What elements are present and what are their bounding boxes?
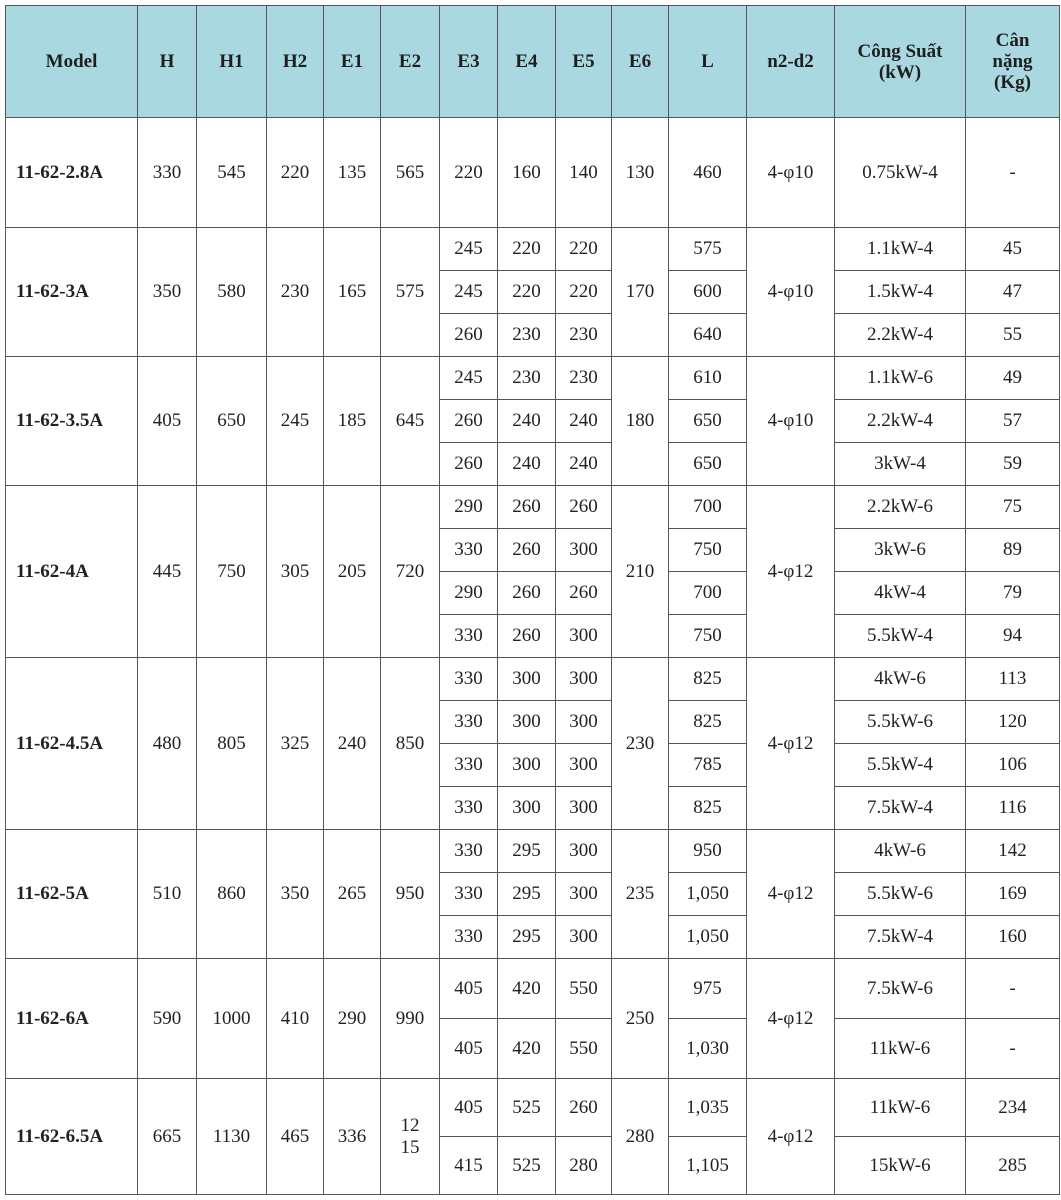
cell-e4: 295 [498,916,556,959]
cell-h: 330 [138,118,197,228]
cell-l: 575 [669,228,747,271]
cell-e2: 565 [381,118,440,228]
cell-l: 640 [669,314,747,357]
cell-power: 15kW-6 [835,1137,966,1195]
cell-e4: 260 [498,486,556,529]
cell-l: 650 [669,443,747,486]
cell-weight: - [966,118,1060,228]
cell-weight: 234 [966,1079,1060,1137]
cell-e5: 240 [556,443,612,486]
cell-weight: 94 [966,615,1060,658]
cell-e4: 240 [498,443,556,486]
cell-e6: 170 [612,228,669,357]
header-e1: E1 [324,6,381,118]
cell-power: 11kW-6 [835,1019,966,1079]
cell-e3: 245 [440,228,498,271]
cell-h: 405 [138,357,197,486]
cell-e2-text: 1215 [400,1114,420,1158]
cell-weight: 57 [966,400,1060,443]
header-e3: E3 [440,6,498,118]
cell-l: 750 [669,615,747,658]
cell-weight: - [966,1019,1060,1079]
cell-power: 1.5kW-4 [835,271,966,314]
cell-e3: 330 [440,658,498,701]
cell-e5: 300 [556,916,612,959]
cell-power: 7.5kW-4 [835,787,966,830]
cell-e2: 950 [381,830,440,959]
cell-power: 7.5kW-6 [835,959,966,1019]
cell-e6: 230 [612,658,669,830]
cell-n2-d2: 4-φ12 [747,830,835,959]
cell-e3: 330 [440,615,498,658]
cell-n2-d2: 4-φ12 [747,486,835,658]
cell-model: 11-62-6.5A [6,1079,138,1195]
cell-weight: 142 [966,830,1060,873]
cell-e2: 990 [381,959,440,1079]
cell-h2: 305 [267,486,324,658]
cell-e3: 330 [440,830,498,873]
header-e4: E4 [498,6,556,118]
cell-power: 4kW-6 [835,830,966,873]
cell-l: 950 [669,830,747,873]
header-row [6,6,1060,118]
cell-e5: 230 [556,314,612,357]
cell-e4: 525 [498,1079,556,1137]
cell-e4: 230 [498,357,556,400]
header-weight-line1: Cân [995,30,1030,51]
spec-table-container [5,5,1060,1195]
cell-power: 2.2kW-4 [835,400,966,443]
cell-model: 11-62-2.8A [6,118,138,228]
header-weight [966,6,1060,118]
cell-l: 460 [669,118,747,228]
header-l: L [669,6,747,118]
cell-weight: 75 [966,486,1060,529]
cell-n2-d2: 4-φ12 [747,658,835,830]
cell-weight: 285 [966,1137,1060,1195]
cell-weight: 55 [966,314,1060,357]
cell-e5: 230 [556,357,612,400]
cell-e6: 235 [612,830,669,959]
cell-e2: 575 [381,228,440,357]
cell-e5: 260 [556,572,612,615]
cell-e4: 420 [498,1019,556,1079]
cell-model: 11-62-4A [6,486,138,658]
table-row [6,486,1060,529]
cell-e2 [381,1079,440,1195]
cell-e5: 260 [556,1079,612,1137]
cell-weight: 49 [966,357,1060,400]
cell-n2-d2: 4-φ10 [747,228,835,357]
cell-h: 445 [138,486,197,658]
cell-e5: 140 [556,118,612,228]
cell-l: 785 [669,744,747,787]
cell-e3: 405 [440,959,498,1019]
table-row [6,658,1060,701]
cell-weight: 59 [966,443,1060,486]
header-e2: E2 [381,6,440,118]
cell-weight: 169 [966,873,1060,916]
cell-e5: 280 [556,1137,612,1195]
cell-model: 11-62-3.5A [6,357,138,486]
cell-weight: 47 [966,271,1060,314]
cell-e3: 260 [440,400,498,443]
cell-e3: 330 [440,916,498,959]
cell-weight: 160 [966,916,1060,959]
cell-e5: 300 [556,529,612,572]
cell-h1: 580 [197,228,267,357]
cell-h: 665 [138,1079,197,1195]
header-e6: E6 [612,6,669,118]
cell-e4: 420 [498,959,556,1019]
cell-e1: 135 [324,118,381,228]
cell-e2: 645 [381,357,440,486]
cell-model: 11-62-6A [6,959,138,1079]
table-row [6,1079,1060,1137]
cell-e3: 405 [440,1079,498,1137]
header-weight-line3: (Kg) [994,72,1031,93]
cell-weight: - [966,959,1060,1019]
cell-weight: 89 [966,529,1060,572]
cell-e3: 220 [440,118,498,228]
cell-power: 5.5kW-6 [835,701,966,744]
cell-l: 1,050 [669,916,747,959]
header-power [835,6,966,118]
cell-h2: 230 [267,228,324,357]
cell-e1: 336 [324,1079,381,1195]
cell-e5: 300 [556,701,612,744]
cell-e3: 330 [440,873,498,916]
cell-e2: 720 [381,486,440,658]
cell-l: 610 [669,357,747,400]
cell-e4: 295 [498,830,556,873]
cell-e4: 260 [498,615,556,658]
cell-power: 1.1kW-6 [835,357,966,400]
cell-e3: 330 [440,787,498,830]
cell-h2: 410 [267,959,324,1079]
table-row [6,830,1060,873]
cell-e6: 250 [612,959,669,1079]
cell-h1: 860 [197,830,267,959]
cell-e5: 260 [556,486,612,529]
cell-power: 1.1kW-4 [835,228,966,271]
cell-l: 1,105 [669,1137,747,1195]
cell-e3: 260 [440,443,498,486]
cell-e3: 290 [440,486,498,529]
cell-e4: 300 [498,701,556,744]
cell-e5: 300 [556,787,612,830]
header-weight-line2: nặng [992,51,1033,72]
cell-e6: 280 [612,1079,669,1195]
cell-l: 825 [669,658,747,701]
cell-e1: 185 [324,357,381,486]
cell-power: 5.5kW-4 [835,615,966,658]
cell-l: 650 [669,400,747,443]
cell-e2: 850 [381,658,440,830]
cell-e5: 220 [556,228,612,271]
cell-e4: 260 [498,529,556,572]
cell-h: 480 [138,658,197,830]
cell-l: 1,050 [669,873,747,916]
cell-l: 1,030 [669,1019,747,1079]
cell-power: 5.5kW-4 [835,744,966,787]
cell-n2-d2: 4-φ10 [747,357,835,486]
cell-weight: 120 [966,701,1060,744]
cell-e3: 405 [440,1019,498,1079]
cell-h1: 650 [197,357,267,486]
cell-e5: 550 [556,959,612,1019]
cell-e5: 300 [556,830,612,873]
cell-e3: 290 [440,572,498,615]
cell-e3: 245 [440,271,498,314]
cell-power: 2.2kW-6 [835,486,966,529]
cell-h1: 1130 [197,1079,267,1195]
cell-e6: 210 [612,486,669,658]
cell-h2: 245 [267,357,324,486]
cell-n2-d2: 4-φ12 [747,959,835,1079]
cell-h2: 325 [267,658,324,830]
cell-l: 700 [669,572,747,615]
cell-weight: 79 [966,572,1060,615]
cell-model: 11-62-4.5A [6,658,138,830]
header-h2: H2 [267,6,324,118]
cell-e6: 130 [612,118,669,228]
cell-e5: 240 [556,400,612,443]
cell-e4: 300 [498,658,556,701]
cell-l: 825 [669,787,747,830]
cell-h2: 465 [267,1079,324,1195]
cell-h1: 545 [197,118,267,228]
cell-l: 700 [669,486,747,529]
table-row [6,959,1060,1019]
header-e5: E5 [556,6,612,118]
cell-power: 3kW-6 [835,529,966,572]
header-n2-d2: n2-d2 [747,6,835,118]
cell-weight: 45 [966,228,1060,271]
cell-e1: 165 [324,228,381,357]
cell-h2: 350 [267,830,324,959]
cell-e4: 525 [498,1137,556,1195]
cell-e1: 290 [324,959,381,1079]
cell-e3: 245 [440,357,498,400]
cell-weight: 106 [966,744,1060,787]
cell-e4: 230 [498,314,556,357]
cell-n2-d2: 4-φ12 [747,1079,835,1195]
cell-e4: 220 [498,271,556,314]
cell-e3: 330 [440,529,498,572]
cell-e4: 260 [498,572,556,615]
cell-e3: 330 [440,744,498,787]
cell-h: 350 [138,228,197,357]
cell-h: 510 [138,830,197,959]
cell-e4: 300 [498,787,556,830]
cell-e5: 220 [556,271,612,314]
cell-e3: 330 [440,701,498,744]
header-power-line1: Công Suất [857,40,943,62]
cell-weight: 116 [966,787,1060,830]
cell-power: 3kW-4 [835,443,966,486]
cell-e4: 300 [498,744,556,787]
cell-e5: 300 [556,873,612,916]
cell-e5: 300 [556,744,612,787]
cell-e1: 240 [324,658,381,830]
cell-e4: 295 [498,873,556,916]
cell-l: 975 [669,959,747,1019]
header-h: H [138,6,197,118]
table-row [6,118,1060,228]
table-row [6,228,1060,271]
cell-h: 590 [138,959,197,1079]
cell-e1: 205 [324,486,381,658]
cell-power: 4kW-4 [835,572,966,615]
cell-l: 600 [669,271,747,314]
cell-model: 11-62-3A [6,228,138,357]
cell-power: 0.75kW-4 [835,118,966,228]
cell-e5: 550 [556,1019,612,1079]
cell-power: 11kW-6 [835,1079,966,1137]
cell-power: 4kW-6 [835,658,966,701]
cell-h1: 750 [197,486,267,658]
cell-h1: 805 [197,658,267,830]
table-row [6,357,1060,400]
header-power-line2: (kW) [878,61,922,83]
cell-power: 5.5kW-6 [835,873,966,916]
cell-e6: 180 [612,357,669,486]
cell-l: 1,035 [669,1079,747,1137]
cell-e3: 260 [440,314,498,357]
cell-e4: 240 [498,400,556,443]
cell-power: 2.2kW-4 [835,314,966,357]
cell-h2: 220 [267,118,324,228]
cell-power: 7.5kW-4 [835,916,966,959]
header-model: Model [6,6,138,118]
cell-l: 750 [669,529,747,572]
cell-e1: 265 [324,830,381,959]
header-h1: H1 [197,6,267,118]
cell-e5: 300 [556,615,612,658]
cell-e4: 220 [498,228,556,271]
cell-model: 11-62-5A [6,830,138,959]
cell-l: 825 [669,701,747,744]
cell-h1: 1000 [197,959,267,1079]
fan-spec-table [5,5,1060,1195]
cell-e3: 415 [440,1137,498,1195]
cell-e5: 300 [556,658,612,701]
cell-e4: 160 [498,118,556,228]
cell-weight: 113 [966,658,1060,701]
cell-n2-d2: 4-φ10 [747,118,835,228]
